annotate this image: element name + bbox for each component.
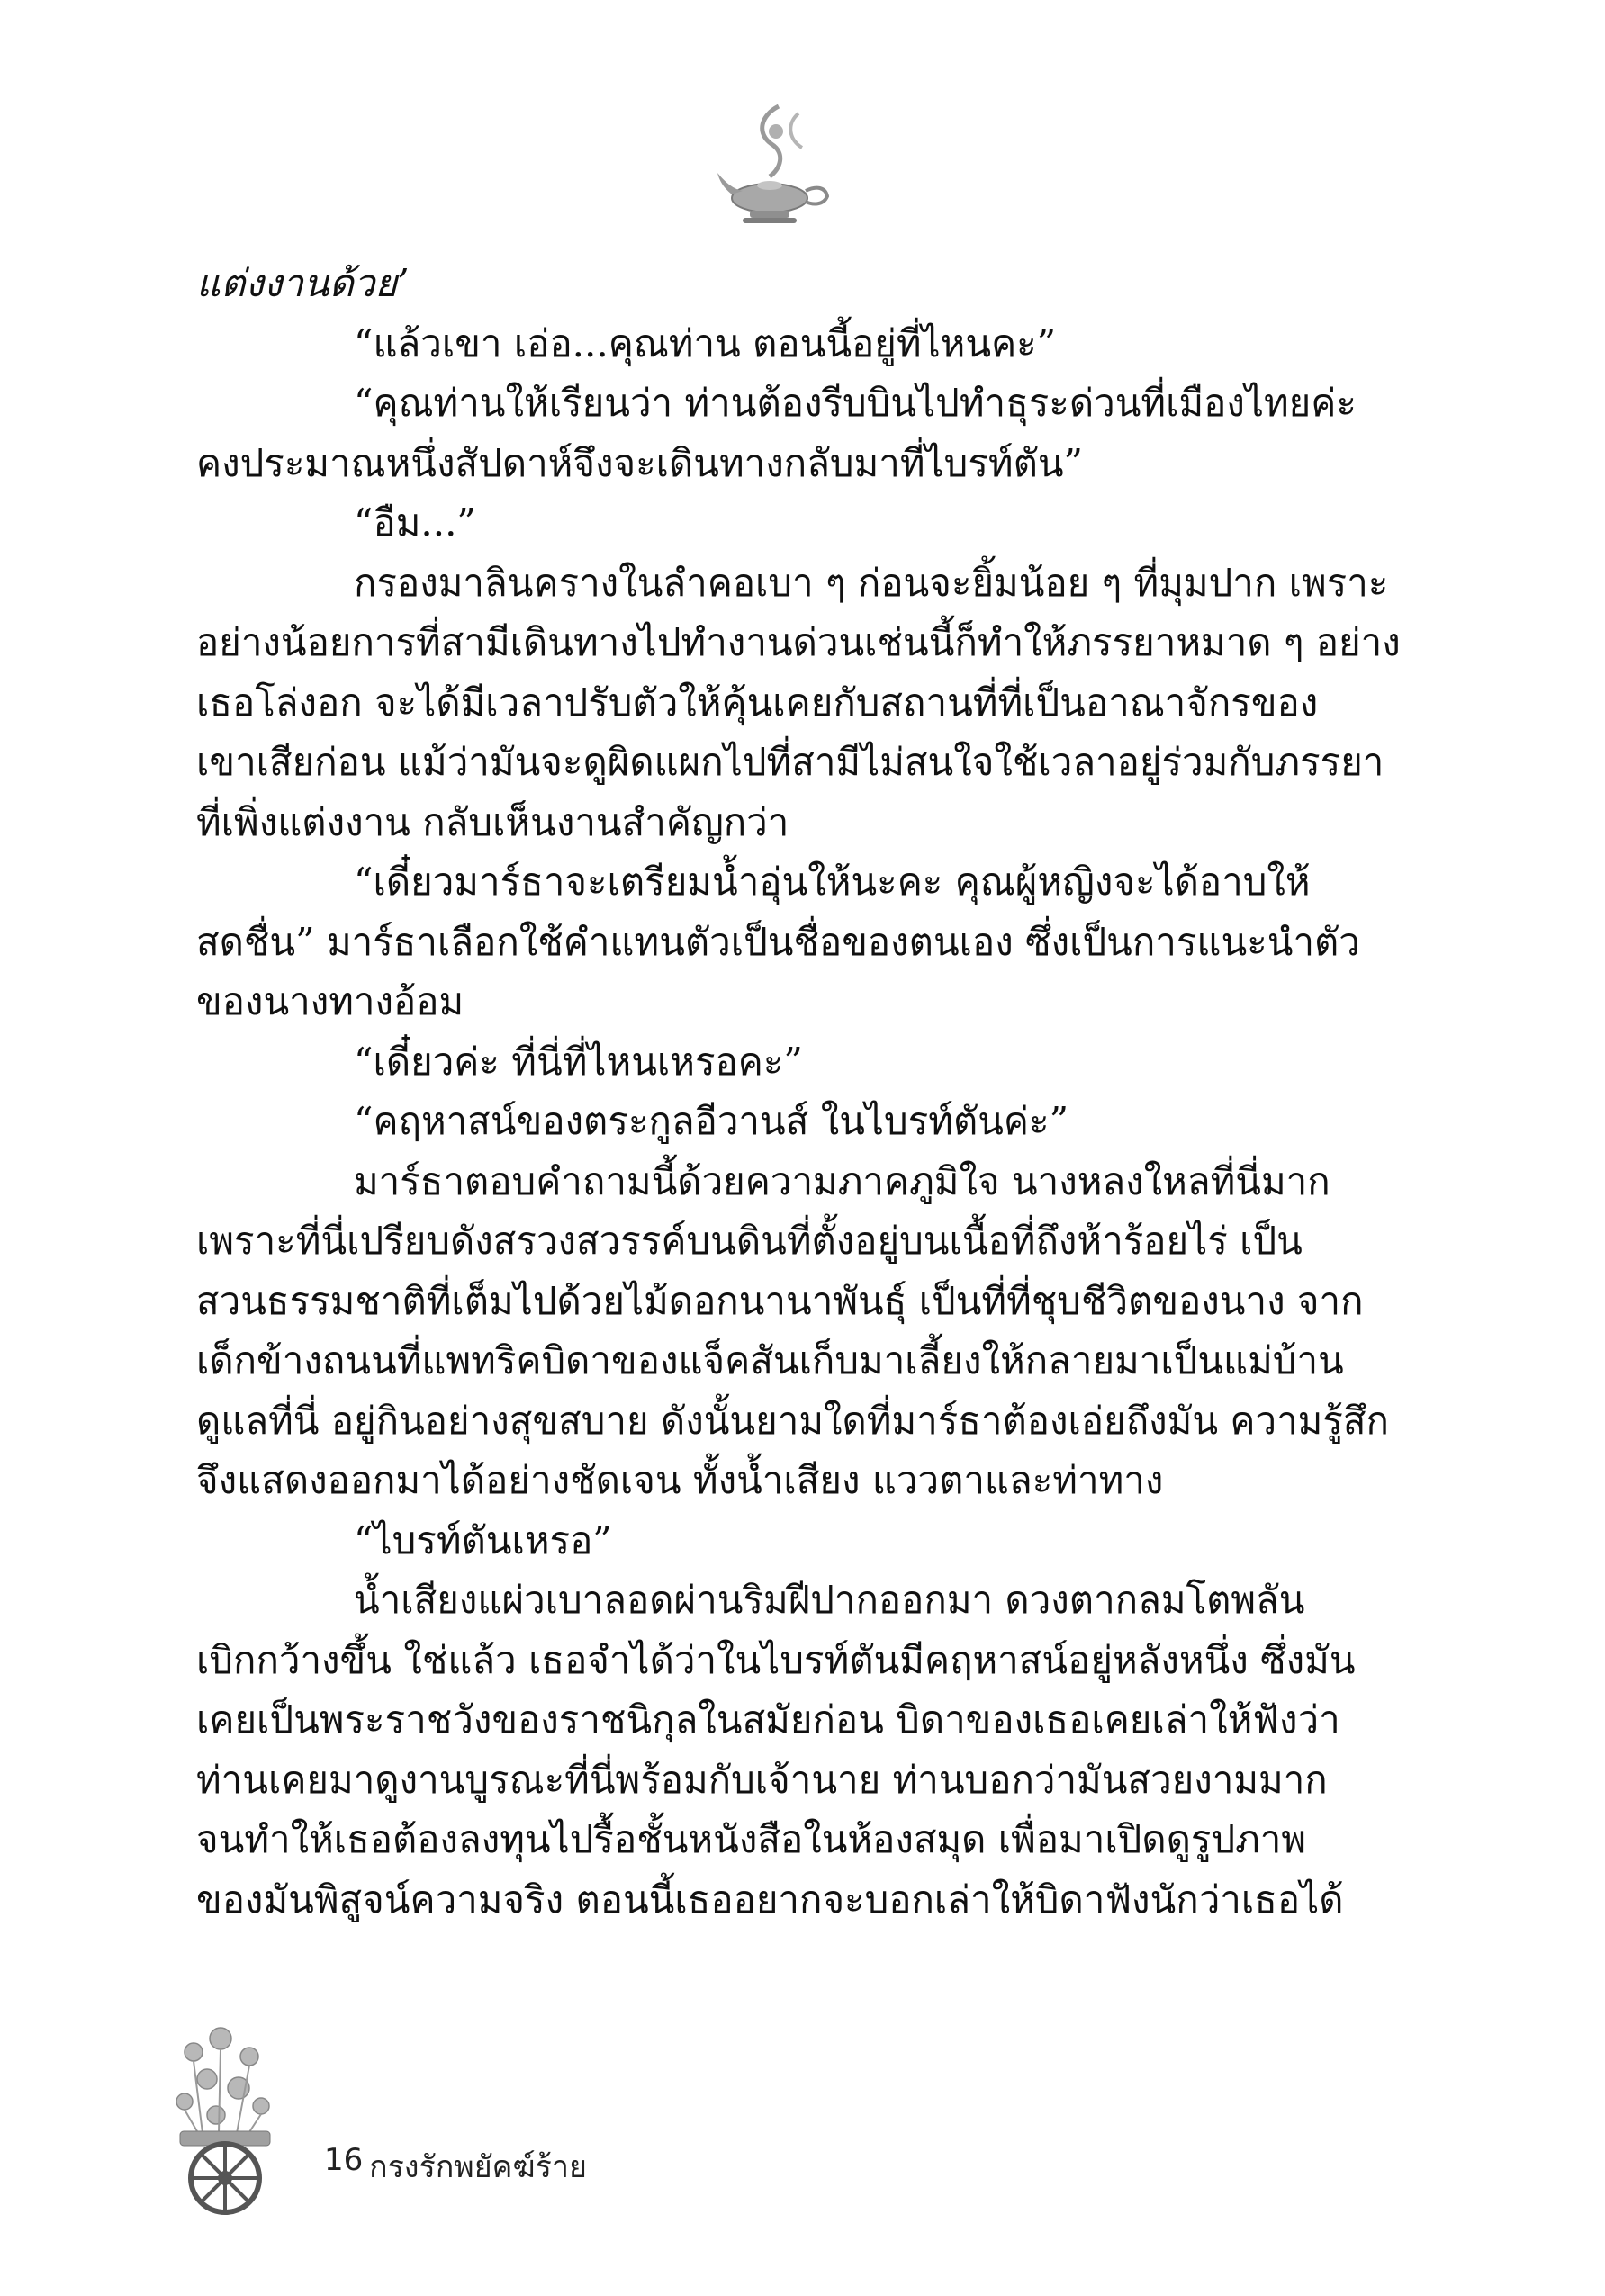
genie-lamp-icon (716, 97, 833, 232)
text-line: ที่เพิ่งแต่งงาน กลับเห็นงานสำคัญกว่า (196, 799, 789, 844)
text-line: คงประมาณหนึ่งสัปดาห์จึงจะเดินทางกลับมาที่ไบรท์ตัน” (196, 440, 1084, 485)
text-line: แต่งงานด้วย’ (196, 261, 410, 305)
text-line: ดูแลที่นี่ อยู่กินอย่างสุขสบาย ดังนั้นยามใดที่มาร์ธาต้องเอ่ยถึงมัน ความรู้สึก (196, 1398, 1389, 1443)
body-text (196, 254, 1401, 1930)
text-line: เธอโล่งอก จะได้มีเวลาปรับตัวให้คุ้นเคยกับสถานที่ที่เป็นอาณาจักรของ (196, 680, 1319, 725)
text-line: “คุณท่านให้เรียนว่า ท่านต้องรีบบินไปทำธุระด่วนที่เมืองไทยค่ะ (354, 381, 1357, 425)
text-line: ของนางทางอ้อม (196, 979, 464, 1023)
text-line: เขาเสียก่อน แม้ว่ามันจะดูผิดแผกไปที่สามีไม่สนใจใช้เวลาอยู่ร่วมกับภรรยา (196, 740, 1384, 784)
text-line: จนทำให้เธอต้องลงทุนไปรื้อชั้นหนังสือในห้องสมุด เพื่อมาเปิดดูรูปภาพ (196, 1817, 1307, 1861)
text-line: จึงแสดงออกมาได้อย่างชัดเจน ทั้งน้ำเสียง แววตาและท่าทาง (196, 1458, 1164, 1502)
flower-cart-wheel-icon (167, 2016, 284, 2223)
text-line: “ไบรท์ตันเหรอ” (354, 1517, 612, 1562)
page-number: 16 (324, 2142, 364, 2178)
text-line: “อืม...” (354, 500, 476, 545)
book-title: กรงรักพยัคฆ์ร้าย (369, 2149, 587, 2185)
text-line: อย่างน้อยการที่สามีเดินทางไปทำงานด่วนเช่นนี้ก็ทำให้ภรรยาหมาด ๆ อย่าง (196, 620, 1401, 664)
text-line: มาร์ธาตอบคำถามนี้ด้วยความภาคภูมิใจ นางหลงใหลที่นี่มาก (354, 1158, 1330, 1203)
text-line: กรองมาลินครางในลำคอเบา ๆ ก่อนจะยิ้มน้อย ๆ ที่มุมปาก เพราะ (354, 560, 1389, 605)
text-line: สวนธรรมชาติที่เต็มไปด้วยไม้ดอกนานาพันธุ์ เป็นที่ที่ชุบชีวิตของนาง จาก (196, 1278, 1364, 1323)
text-line: “เดี๋ยวค่ะ ที่นี่ที่ไหนเหรอคะ” (354, 1039, 803, 1084)
text-line: น้ำเสียงแผ่วเบาลอดผ่านริมฝีปากออกมา ดวงตากลมโตพลัน (354, 1578, 1305, 1622)
text-line: ท่านเคยมาดูงานบูรณะที่นี่พร้อมกับเจ้านาย ท่านบอกว่ามันสวยงามมาก (196, 1757, 1328, 1802)
text-line: เคยเป็นพระราชวังของราชนิกุลในสมัยก่อน บิดาของเธอเคยเล่าให้ฟังว่า (196, 1697, 1340, 1742)
text-line: สดชื่น” มาร์ธาเลือกใช้คำแทนตัวเป็นชื่อของตนเอง ซึ่งเป็นการแนะนำตัว (196, 919, 1360, 964)
text-line: ของมันพิสูจน์ความจริง ตอนนี้เธออยากจะบอกเล่าให้บิดาฟังนักว่าเธอได้ (196, 1877, 1344, 1922)
text-line: “เดี๋ยวมาร์ธาจะเตรียมน้ำอุ่นให้นะคะ คุณผู้หญิงจะได้อาบให้ (354, 860, 1311, 904)
text-line: เพราะที่นี่เปรียบดังสรวงสวรรค์บนดินที่ตั้งอยู่บนเนื้อที่ถึงห้าร้อยไร่ เป็น (196, 1219, 1303, 1263)
text-line: เด็กข้างถนนที่แพทริคบิดาของแจ็คสันเก็บมาเลี้ยงให้กลายมาเป็นแม่บ้าน (196, 1338, 1344, 1382)
page-footer (167, 2016, 707, 2223)
text-line: “แล้วเขา เอ่อ...คุณท่าน ตอนนี้อยู่ที่ไหนคะ” (354, 320, 1057, 365)
text-line: “คฤหาสน์ของตระกูลอีวานส์ ในไบรท์ตันค่ะ” (354, 1099, 1069, 1143)
text-line: เบิกกว้างขึ้น ใช่แล้ว เธอจำได้ว่าในไบรท์ตันมีคฤหาสน์อยู่หลังหนึ่ง ซึ่งมัน (196, 1637, 1356, 1682)
